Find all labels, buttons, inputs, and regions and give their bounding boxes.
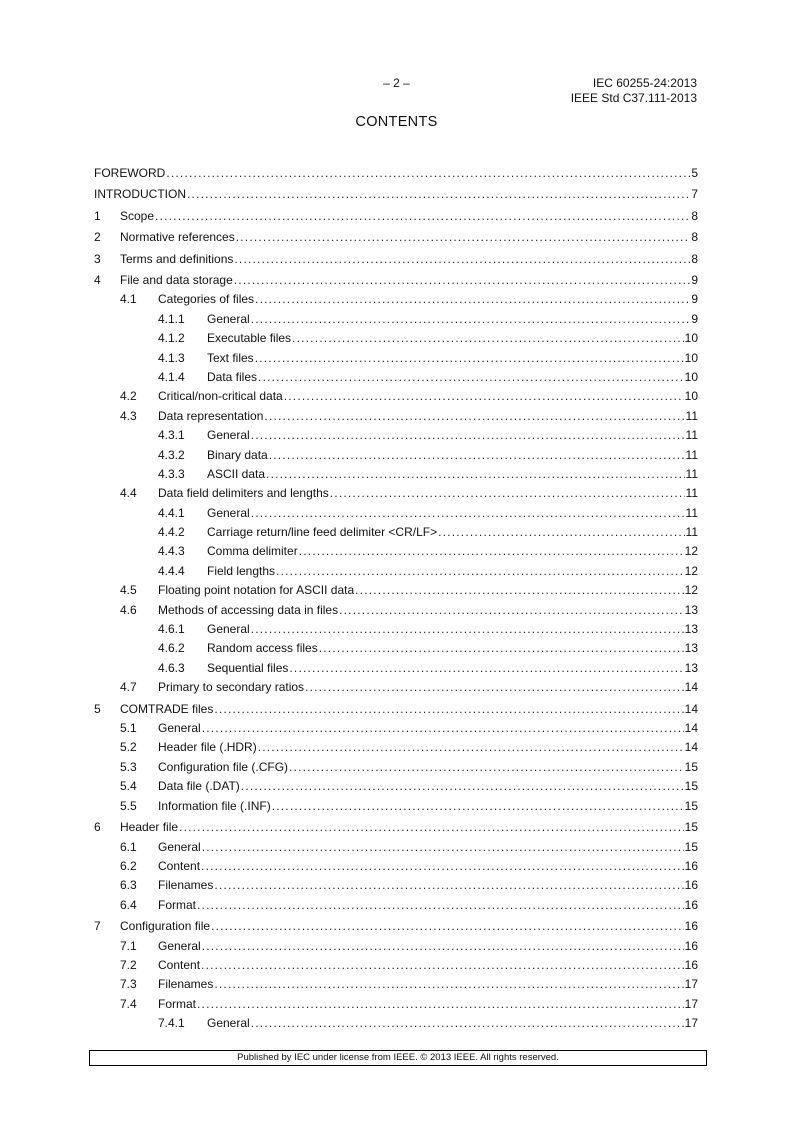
toc-entry-page: 10 xyxy=(684,331,698,346)
toc-entry[interactable] xyxy=(94,201,698,223)
toc-entry-label: Random access files xyxy=(207,641,318,656)
toc-entry-page: 15 xyxy=(684,759,698,774)
toc-entry-number: 4.1 xyxy=(120,292,137,307)
toc-entry[interactable] xyxy=(94,617,698,636)
toc-entry-number: 1 xyxy=(94,208,101,223)
toc-entry-number: 5.5 xyxy=(120,798,137,813)
toc-entry-page: 9 xyxy=(691,273,698,287)
toc-entry-number: 4.6.2 xyxy=(158,641,185,656)
toc-entry[interactable] xyxy=(94,500,698,519)
toc-entry-number: 4.1.3 xyxy=(158,350,185,365)
toc-dot-leader xyxy=(241,779,684,793)
toc-dot-leader xyxy=(289,760,684,774)
toc-entry-number: 5 xyxy=(94,701,101,716)
toc-entry[interactable] xyxy=(94,933,698,952)
toc-entry[interactable] xyxy=(94,306,698,325)
toc-entry[interactable] xyxy=(94,735,698,754)
toc-dot-leader xyxy=(272,799,684,813)
toc-dot-leader xyxy=(255,292,690,306)
toc-entry-page: 15 xyxy=(684,839,698,854)
toc-entry-number: 4.4 xyxy=(120,486,137,501)
page-number: – 2 – xyxy=(383,76,410,90)
toc-entry-page: 14 xyxy=(684,701,698,716)
toc-dot-leader xyxy=(299,544,684,558)
toc-dot-leader xyxy=(211,919,684,933)
toc-entry-number: 4.4.3 xyxy=(158,544,185,559)
toc-dot-leader xyxy=(264,409,684,423)
toc-entry-number: 4.4.1 xyxy=(158,505,185,520)
toc-entry-label: File and data storage xyxy=(120,273,233,287)
toc-entry-label: General xyxy=(207,428,250,443)
toc-entry[interactable] xyxy=(94,520,698,539)
toc-entry-number: 6.1 xyxy=(120,839,137,854)
toc-dot-leader xyxy=(251,622,684,636)
toc-entry[interactable] xyxy=(94,244,698,266)
toc-dot-leader xyxy=(251,506,685,520)
toc-entry-page: 11 xyxy=(685,408,698,423)
toc-entry-number: 7.4 xyxy=(120,996,137,1011)
toc-entry-label: Scope xyxy=(120,208,155,223)
toc-entry-label: Carriage return/line feed delimiter <CR/LF> xyxy=(207,525,438,540)
toc-entry-label: Primary to secondary ratios xyxy=(158,680,305,695)
toc-entry-label: Data file (.DAT) xyxy=(158,779,240,794)
toc-entry-page: 11 xyxy=(685,466,698,481)
toc-entry-number: 7 xyxy=(94,919,101,934)
toc-entry-number: 4 xyxy=(94,273,101,287)
toc-entry-label: Binary data xyxy=(207,447,268,462)
toc-entry-number: 7.2 xyxy=(120,958,137,972)
toc-dot-leader xyxy=(258,740,684,754)
toc-entry[interactable] xyxy=(94,481,698,500)
standard-ieee: IEEE Std C37.111-2013 xyxy=(570,91,697,105)
toc-entry[interactable] xyxy=(94,991,698,1010)
toc-entry-page: 13 xyxy=(684,622,698,637)
toc-entry-page: 17 xyxy=(684,977,698,992)
toc-entry-page: 16 xyxy=(684,878,698,893)
toc-entry[interactable] xyxy=(94,423,698,442)
toc-entry-page: 15 xyxy=(684,798,698,813)
toc-entry-number: 4.6 xyxy=(120,602,137,617)
toc-entry-page: 14 xyxy=(684,680,698,695)
toc-entry-number: 5.4 xyxy=(120,779,137,794)
toc-entry-label: COMTRADE files xyxy=(120,701,214,716)
toc-entry-label: Normative references xyxy=(120,230,235,244)
toc-entry-page: 11 xyxy=(685,428,698,443)
toc-entry[interactable] xyxy=(94,266,698,288)
toc-dot-leader xyxy=(255,351,684,365)
toc-entry[interactable] xyxy=(94,675,698,694)
toc-entry-label: Data files xyxy=(207,369,258,384)
toc-entry[interactable] xyxy=(94,345,698,364)
toc-entry-number: 4.5 xyxy=(120,583,137,598)
toc-entry-label: General xyxy=(158,839,201,854)
toc-entry-label: General xyxy=(207,622,250,637)
toc-entry-number: 4.3.1 xyxy=(158,428,185,443)
footer-notice: Published by IEC under license from IEEE. © 2013 IEEE. All rights reserved. xyxy=(89,1050,707,1066)
toc-entry-page: 13 xyxy=(684,660,698,675)
toc-entry-number: 4.2 xyxy=(120,389,137,404)
toc-entry-label: Filenames xyxy=(158,878,214,893)
toc-entry-label: Format xyxy=(158,996,197,1011)
toc-entry-label: General xyxy=(207,505,250,520)
toc-entry-label: Sequential files xyxy=(207,660,289,675)
toc-entry-page: 15 xyxy=(684,820,698,835)
toc-entry-page: 16 xyxy=(684,958,698,972)
toc-entry-label: Floating point notation for ASCII data xyxy=(158,583,355,598)
toc-dot-leader xyxy=(214,878,683,892)
table-of-contents xyxy=(94,158,698,1030)
toc-entry-number: 4.6.1 xyxy=(158,622,185,637)
toc-entry-number: 4.4.4 xyxy=(158,563,185,578)
toc-entry-number: 5.1 xyxy=(120,721,137,736)
toc-dot-leader xyxy=(179,820,684,834)
toc-entry-number: 4.1.4 xyxy=(158,369,185,384)
toc-entry-page: 12 xyxy=(684,583,698,598)
toc-entry[interactable] xyxy=(94,1011,698,1030)
toc-dot-leader xyxy=(276,564,684,578)
toc-dot-leader xyxy=(201,958,684,972)
toc-entry-page: 11 xyxy=(685,505,698,520)
toc-entry[interactable] xyxy=(94,813,698,835)
toc-entry-page: 8 xyxy=(691,251,698,266)
toc-entry[interactable] xyxy=(94,597,698,616)
toc-dot-leader xyxy=(166,166,690,180)
toc-entry[interactable] xyxy=(94,558,698,577)
toc-entry-page: 9 xyxy=(691,311,698,326)
toc-dot-leader xyxy=(266,467,685,481)
toc-dot-leader xyxy=(155,209,690,223)
toc-entry[interactable] xyxy=(94,384,698,403)
toc-dot-leader xyxy=(236,230,691,244)
toc-dot-leader xyxy=(251,1016,684,1030)
toc-entry-label: Comma delimiter xyxy=(207,544,298,559)
toc-entry[interactable] xyxy=(94,578,698,597)
toc-entry-page: 5 xyxy=(691,165,698,180)
toc-entry-page: 11 xyxy=(685,486,698,501)
toc-entry-number: 4.6.3 xyxy=(158,660,185,675)
toc-entry-page: 10 xyxy=(684,389,698,404)
toc-entry-label: Content xyxy=(158,858,201,873)
toc-entry-label: Text files xyxy=(207,350,254,365)
toc-entry-number: 2 xyxy=(94,230,101,244)
toc-entry-number: 6.3 xyxy=(120,878,137,893)
toc-entry-page: 12 xyxy=(684,563,698,578)
toc-entry-label: Configuration file (.CFG) xyxy=(158,759,289,774)
toc-dot-leader xyxy=(197,997,684,1011)
toc-entry-label: Critical/non-critical data xyxy=(158,389,283,404)
toc-entry-number: 4.1.2 xyxy=(158,331,185,346)
toc-entry-label: Header file (.HDR) xyxy=(158,740,257,755)
toc-entry-page: 16 xyxy=(684,897,698,912)
toc-entry[interactable] xyxy=(94,180,698,202)
toc-entry-label: Content xyxy=(158,958,201,972)
toc-entry[interactable] xyxy=(94,854,698,873)
toc-entry[interactable] xyxy=(94,158,698,180)
toc-dot-leader xyxy=(234,252,690,266)
toc-dot-leader xyxy=(258,370,684,384)
toc-entry-page: 10 xyxy=(684,350,698,365)
toc-entry-label: ASCII data xyxy=(207,466,266,481)
toc-entry-number: 4.3.3 xyxy=(158,466,185,481)
toc-entry-number: 5.3 xyxy=(120,759,137,774)
toc-entry-number: 6.4 xyxy=(120,897,137,912)
toc-entry[interactable] xyxy=(94,834,698,853)
toc-dot-leader xyxy=(355,583,684,597)
toc-entry-label: INTRODUCTION xyxy=(94,187,186,201)
toc-dot-leader xyxy=(292,331,684,345)
toc-entry-page: 11 xyxy=(685,447,698,462)
toc-entry[interactable] xyxy=(94,326,698,345)
toc-entry-number: 4.3 xyxy=(120,408,137,423)
toc-dot-leader xyxy=(339,603,684,617)
toc-entry[interactable] xyxy=(94,655,698,674)
toc-entry-page: 13 xyxy=(684,602,698,617)
toc-entry-page: 14 xyxy=(684,721,698,736)
toc-entry-label: Data field delimiters and lengths xyxy=(158,486,329,501)
page-title: CONTENTS xyxy=(355,114,438,130)
toc-dot-leader xyxy=(284,389,684,403)
standard-identifier xyxy=(571,76,697,106)
toc-entry[interactable] xyxy=(94,462,698,481)
toc-entry-label: FOREWORD xyxy=(94,165,166,180)
toc-entry[interactable] xyxy=(94,442,698,461)
toc-entry-page: 14 xyxy=(684,740,698,755)
toc-entry-label: Terms and definitions xyxy=(120,251,234,266)
toc-dot-leader xyxy=(305,680,684,694)
toc-entry-page: 16 xyxy=(684,919,698,934)
toc-entry-number: 4.3.2 xyxy=(158,447,185,462)
toc-entry-label: General xyxy=(207,311,250,326)
toc-entry-page: 9 xyxy=(691,292,698,307)
toc-dot-leader xyxy=(234,273,691,287)
toc-entry-number: 4.7 xyxy=(120,680,137,695)
toc-entry-page: 17 xyxy=(684,996,698,1011)
toc-entry-page: 16 xyxy=(684,938,698,953)
toc-entry[interactable] xyxy=(94,793,698,812)
toc-entry-label: Methods of accessing data in files xyxy=(158,602,339,617)
toc-entry-page: 7 xyxy=(691,187,698,201)
toc-entry-label: Categories of files xyxy=(158,292,255,307)
toc-dot-leader xyxy=(251,428,685,442)
toc-dot-leader xyxy=(202,721,684,735)
toc-dot-leader xyxy=(214,977,683,991)
toc-dot-leader xyxy=(319,641,684,655)
toc-dot-leader xyxy=(201,859,684,873)
toc-dot-leader xyxy=(202,939,684,953)
toc-dot-leader xyxy=(438,525,684,539)
toc-entry-label: Executable files xyxy=(207,331,292,346)
toc-entry-page: 13 xyxy=(684,641,698,656)
toc-entry-label: Format xyxy=(158,897,197,912)
toc-entry-number: 3 xyxy=(94,251,101,266)
toc-entry-label: Header file xyxy=(120,820,179,835)
toc-entry[interactable] xyxy=(94,873,698,892)
toc-entry-label: General xyxy=(207,1016,250,1031)
toc-entry-page: 16 xyxy=(684,858,698,873)
toc-entry[interactable] xyxy=(94,539,698,558)
toc-entry-number: 6.2 xyxy=(120,858,137,873)
toc-entry-label: General xyxy=(158,938,201,953)
toc-dot-leader xyxy=(269,448,685,462)
toc-entry[interactable] xyxy=(94,223,698,245)
toc-entry-page: 11 xyxy=(685,525,698,540)
toc-entry[interactable] xyxy=(94,287,698,306)
toc-entry-page: 15 xyxy=(684,779,698,794)
toc-dot-leader xyxy=(330,486,685,500)
toc-dot-leader xyxy=(289,661,683,675)
toc-entry-number: 4.1.1 xyxy=(158,311,185,326)
toc-dot-leader xyxy=(251,312,691,326)
toc-entry-label: Filenames xyxy=(158,977,214,992)
toc-entry-label: Field lengths xyxy=(207,563,276,578)
toc-entry-label: Data representation xyxy=(158,408,264,423)
toc-entry-page: 12 xyxy=(684,544,698,559)
toc-entry[interactable] xyxy=(94,892,698,911)
standard-iec: IEC 60255-24:2013 xyxy=(592,76,697,90)
toc-entry-number: 7.4.1 xyxy=(158,1016,185,1031)
toc-entry-number: 7.1 xyxy=(120,938,137,953)
toc-entry-label: General xyxy=(158,721,201,736)
toc-entry-number: 6 xyxy=(94,820,101,835)
toc-entry-number: 5.2 xyxy=(120,740,137,755)
toc-entry[interactable] xyxy=(94,716,698,735)
toc-entry-page: 8 xyxy=(691,208,698,223)
toc-entry[interactable] xyxy=(94,953,698,972)
toc-dot-leader xyxy=(187,187,690,201)
toc-dot-leader xyxy=(214,702,683,716)
toc-dot-leader xyxy=(202,840,684,854)
toc-entry[interactable] xyxy=(94,774,698,793)
toc-entry[interactable] xyxy=(94,694,698,716)
toc-entry-page: 17 xyxy=(684,1016,698,1031)
toc-entry[interactable] xyxy=(94,912,698,934)
toc-entry[interactable] xyxy=(94,754,698,773)
toc-entry[interactable] xyxy=(94,636,698,655)
toc-dot-leader xyxy=(197,898,684,912)
toc-entry-page: 8 xyxy=(691,230,698,244)
toc-entry[interactable] xyxy=(94,403,698,422)
toc-entry[interactable] xyxy=(94,972,698,991)
toc-entry-number: 4.4.2 xyxy=(158,525,185,540)
toc-entry-page: 10 xyxy=(684,369,698,384)
toc-entry-label: Information file (.INF) xyxy=(158,798,271,813)
toc-entry[interactable] xyxy=(94,365,698,384)
toc-entry-number: 7.3 xyxy=(120,977,137,992)
toc-entry-label: Configuration file xyxy=(120,919,211,934)
